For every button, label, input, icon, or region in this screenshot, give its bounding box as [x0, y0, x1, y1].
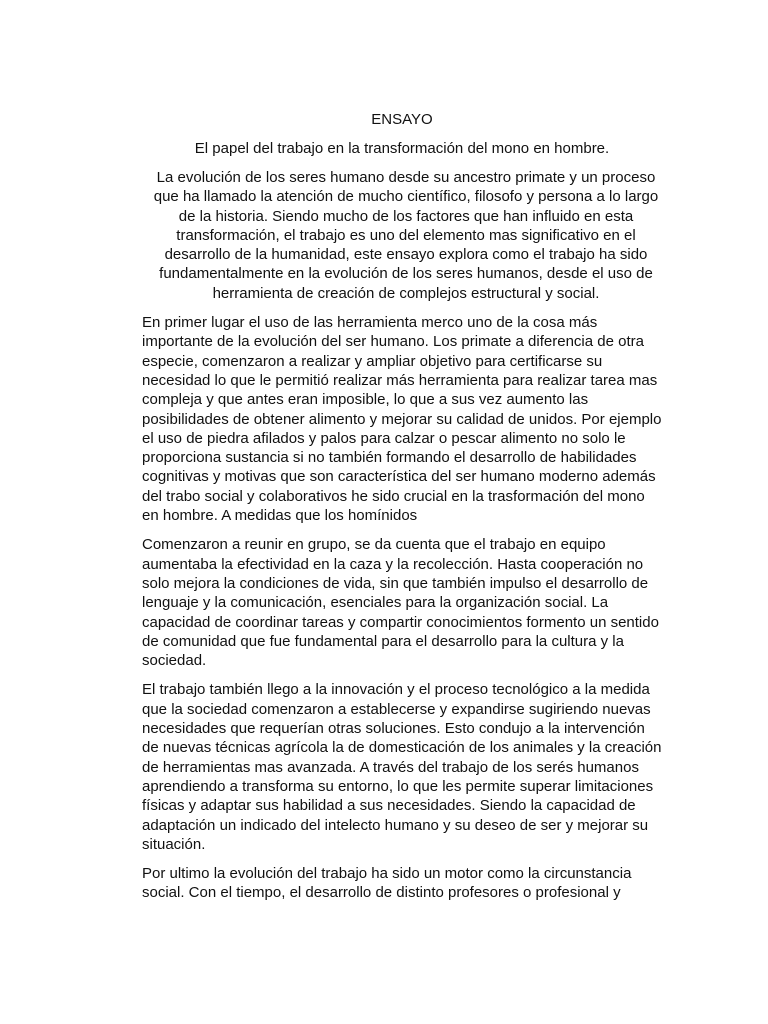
document-page [142, 110, 662, 913]
document-title: ENSAYO [371, 111, 433, 128]
body-paragraph-4: Por ultimo la evolución del trabajo ha sido un motor como la circunstancia social. Con el tiempo, el desarrollo de distinto profesores o profesional y [142, 865, 632, 902]
body-paragraph-3: El trabajo también llego a la innovación y el proceso tecnológico a la medida que la sociedad comenzaron a establecerse y expandirse sugiriendo nuevas necesidades que requerían otras soluciones. Esto condujo a la intervención de nuevas técnicas agrícola la de domesticación de los animales y la creación de herramientas mas avanzada. A través del trabajo de los serés humanos aprendiendo a transforma su entorno, lo que les permite superar limitaciones físicas y adaptar sus habilidad a sus necesidades. Siendo la capacidad de adaptación un indicado del intelecto humano y su deseo de ser y mejorar su situación. [142, 681, 662, 853]
document-subtitle: El papel del trabajo en la transformación del mono en hombre. [194, 140, 610, 157]
body-paragraph-1: En primer lugar el uso de las herramienta merco uno de la cosa más importante de la evolución del ser humano. Los primate a diferencia de otra especie, comenzaron a realizar y ampliar objetivo para certificarse su necesidad lo que le permitió realizar más herramienta para realizar tarea mas compleja y que antes eran imposible, lo que a sus vez aumento las posibilidades de obtener alimento y mejorar su calidad de unidos. Por ejemplo el uso de piedra afilados y palos para calzar o pescar alimento no solo le proporciona sustancia si no también formando el desarrollo de habilidades cognitivas y motivas que son característica del ser humano moderno además del trabo social y colaborativos he sido crucial en la trasformación del mono en hombre. A medidas que los homínidos [142, 314, 662, 525]
body-paragraph-2: Comenzaron a reunir en grupo, se da cuenta que el trabajo en equipo aumentaba la efectividad en la caza y la recolección. Hasta cooperación no solo mejora la condiciones de vida, sin que también impulso el desarrollo de lenguaje y la comunicación, esenciales para la organización social. La capacidad de coordinar tareas y compartir conocimientos formento un sentido de comunidad que fue fundamental para el desarrollo para la cultura y la sociedad. [142, 536, 659, 670]
intro-paragraph: La evolución de los seres humano desde su ancestro primate y un proceso que ha llamado la atención de mucho científico, filosofo y persona a lo largo de la historia. Siendo mucho de los factores que han influido en esta transformación, el trabajo es uno del elemento mas significativo en el desarrollo de la humanidad, este ensayo explora como el trabajo ha sido fundamentalmente en la evolución de los seres humanos, desde el uso de herramienta de creación de complejos estructural y social. [153, 169, 659, 302]
